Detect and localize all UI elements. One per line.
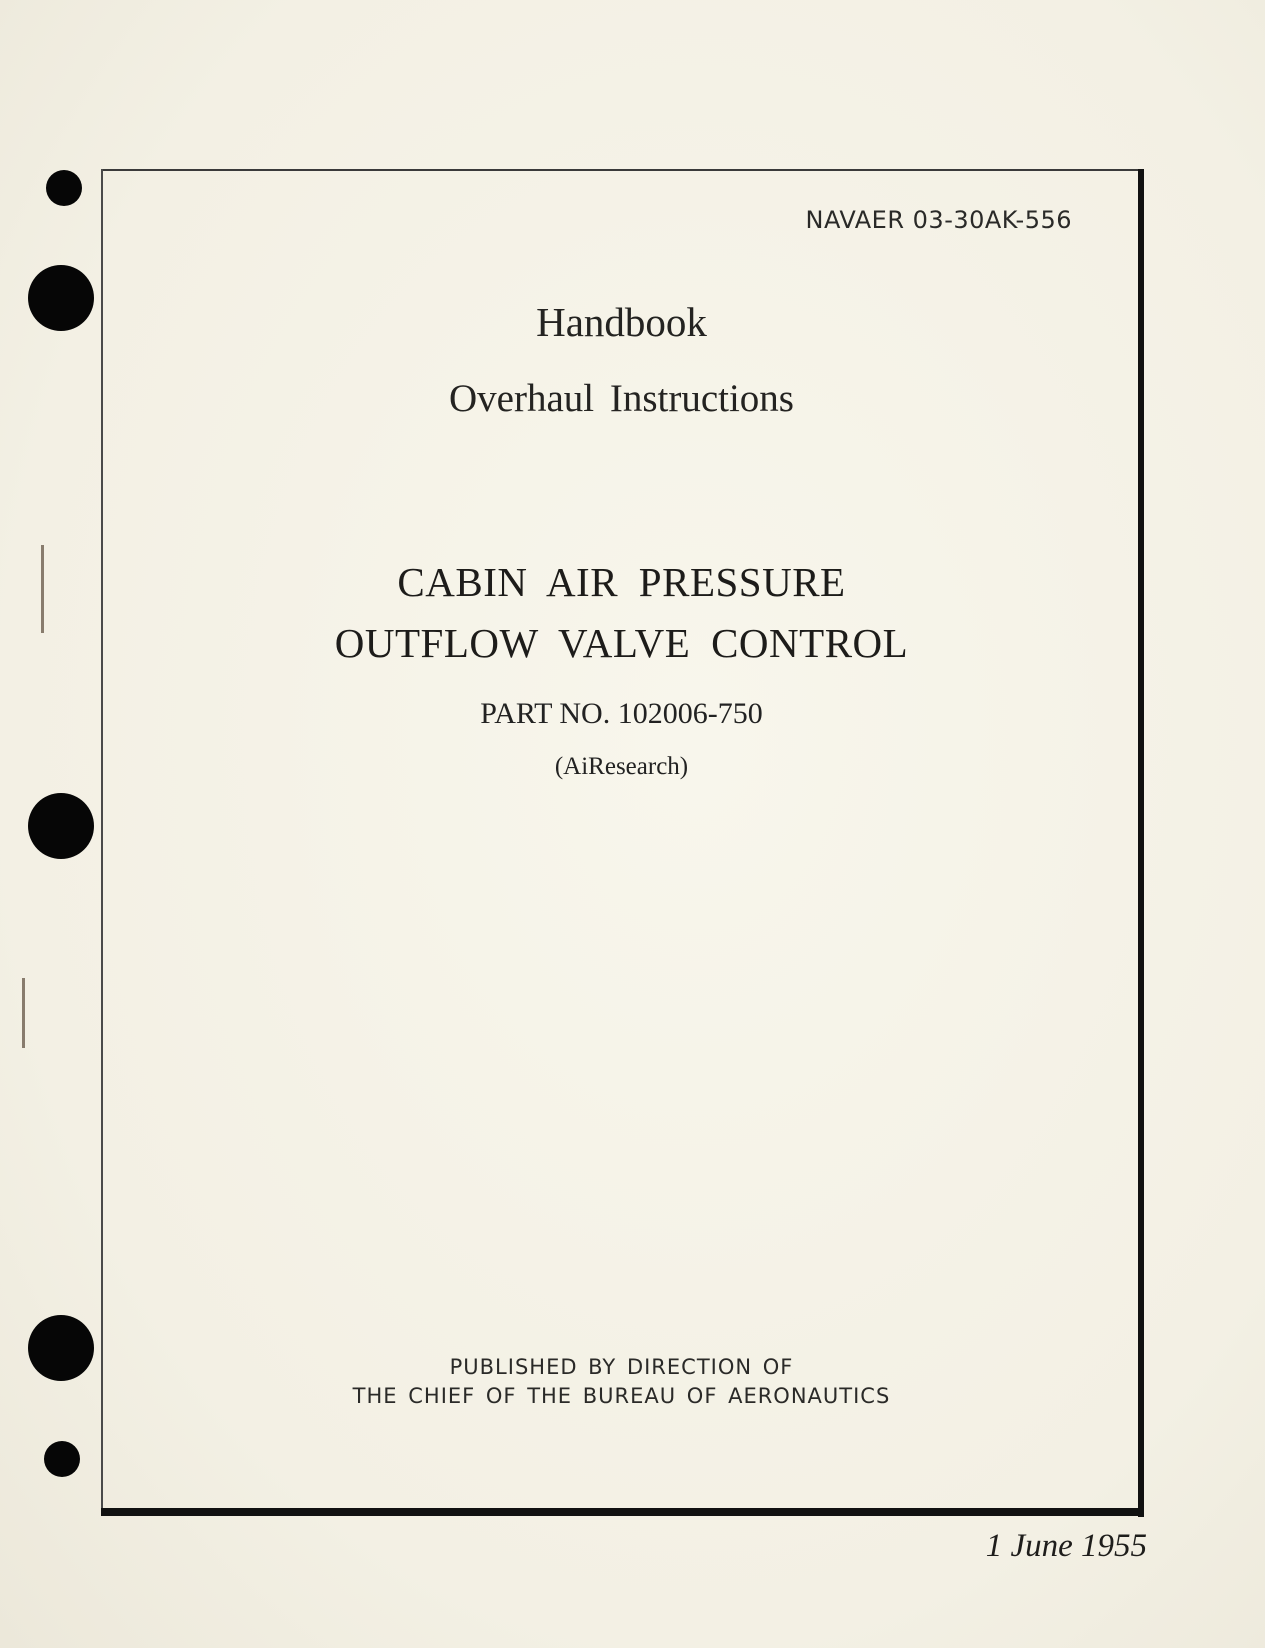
title-line-1: CABIN AIR PRESSURE [397,559,846,605]
frame-bottom-rule [101,1508,1144,1516]
part-number: PART NO. 102006-750 [480,697,763,730]
frame-right-rule [1138,169,1144,1517]
manufacturer-name: (AiResearch) [554,753,689,780]
frame-left-rule [101,169,103,1511]
punch-hole-2 [28,265,94,331]
frame-top-rule [101,169,1143,171]
paper-blemish-2 [22,978,25,1048]
punch-hole-3 [28,793,94,859]
overhaul-subtitle: Overhaul Instructions [448,377,794,420]
publication-date: 1 June 1955 [985,1528,1147,1564]
published-by-line-1: PUBLISHED BY DIRECTION OF [449,1355,794,1379]
title-line-2: OUTFLOW VALVE CONTROL [334,620,909,666]
handbook-heading: Handbook [536,299,707,345]
published-by-line-2: THE CHIEF OF THE BUREAU OF AERONAUTICS [352,1384,891,1408]
punch-hole-1 [46,170,82,206]
document-number: NAVAER 03-30AK-556 [805,206,1072,234]
punch-hole-5 [44,1441,80,1477]
paper-blemish-1 [41,545,44,633]
punch-hole-4 [28,1315,94,1381]
